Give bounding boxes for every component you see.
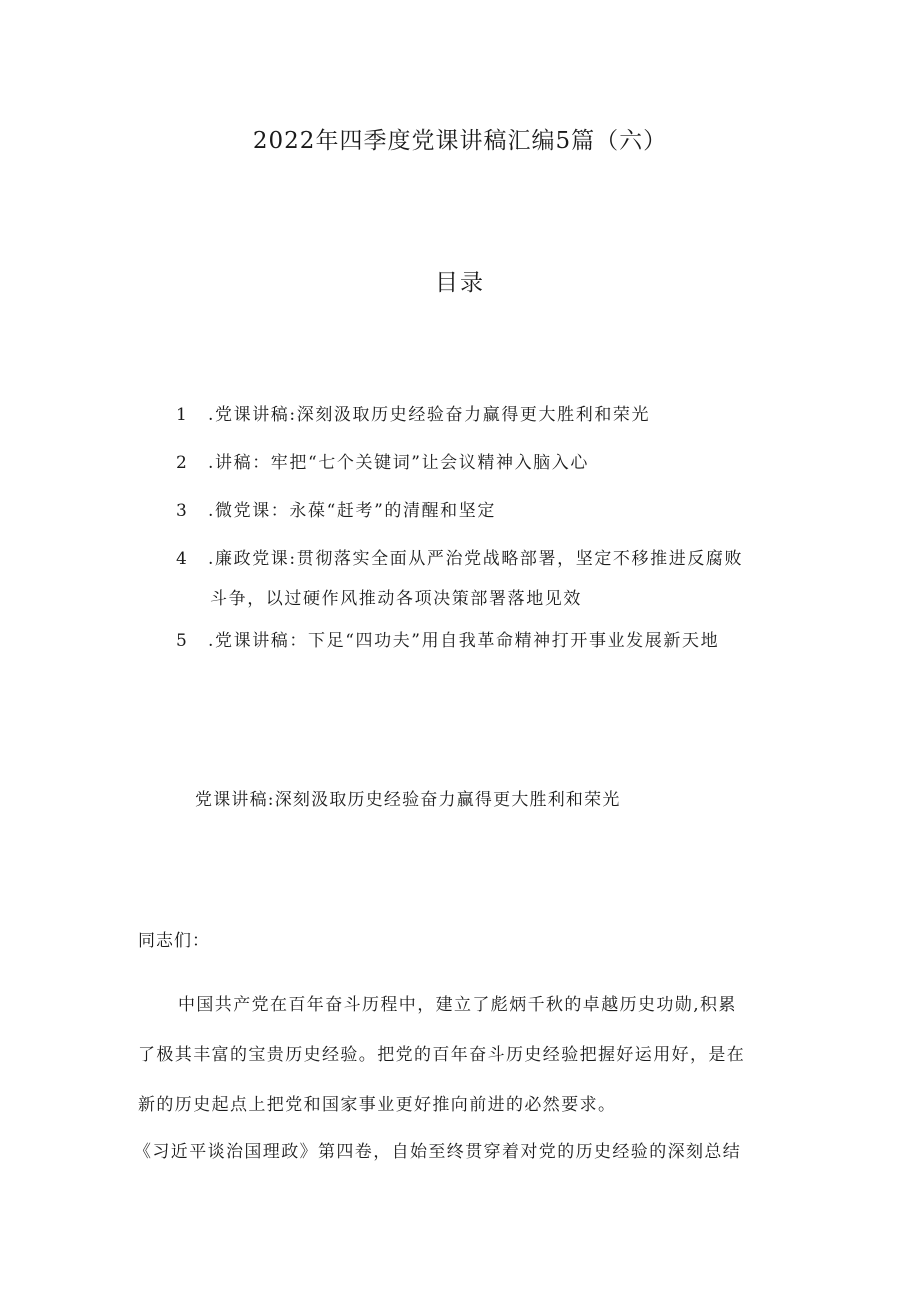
body-line: 了极其丰富的宝贵历史经验。把党的百年奋斗历史经验把握好运用好，是在 (138, 1045, 746, 1065)
toc-item-number: 2 (176, 453, 189, 473)
section-title: 党课讲稿:深刻汲取历史经验奋力赢得更大胜利和荣光 (195, 790, 621, 810)
toc-item-number: 5 (176, 631, 189, 651)
body-line: 《习近平谈治国理政》第四卷，自始至终贯穿着对党的历史经验的深刻总结 (134, 1142, 742, 1162)
toc-item-number: 4 (176, 549, 189, 569)
document-title: 2022年四季度党课讲稿汇编5篇（六） (252, 128, 668, 154)
toc-item-1[interactable] (176, 400, 816, 430)
toc-heading: 目录 (435, 270, 485, 296)
toc-item-2[interactable] (176, 448, 816, 478)
toc-item-text: .微党课：永葆“赶考”的清醒和坚定 (208, 501, 496, 521)
body-line: 中国共产党在百年奋斗历程中，建立了彪炳千秋的卓越历史功勋,积累 (178, 995, 737, 1015)
toc-item-4[interactable] (176, 544, 816, 614)
toc-item-number: 3 (176, 501, 189, 521)
toc-item-text: .党课讲稿：下足“四功夫”用自我革命精神打开事业发展新天地 (208, 631, 720, 651)
body-line: 新的历史起点上把党和国家事业更好推向前进的必然要求。 (138, 1095, 617, 1115)
toc-item-text: .廉政党课:贯彻落实全面从严治党战略部署，坚定不移推进反腐败 (208, 549, 744, 569)
toc-item-5[interactable] (176, 626, 816, 656)
toc-item-number: 1 (176, 405, 189, 425)
table-of-contents (176, 400, 816, 674)
toc-item-text: .讲稿：牢把“七个关键词”让会议精神入脑入心 (208, 453, 589, 473)
toc-item-text: .党课讲稿:深刻汲取历史经验奋力赢得更大胜利和荣光 (208, 405, 651, 425)
toc-item-continuation: 斗争，以过硬作风推动各项决策部署落地见效 (210, 589, 582, 609)
toc-item-3[interactable] (176, 496, 816, 526)
greeting: 同志们： (138, 931, 210, 951)
